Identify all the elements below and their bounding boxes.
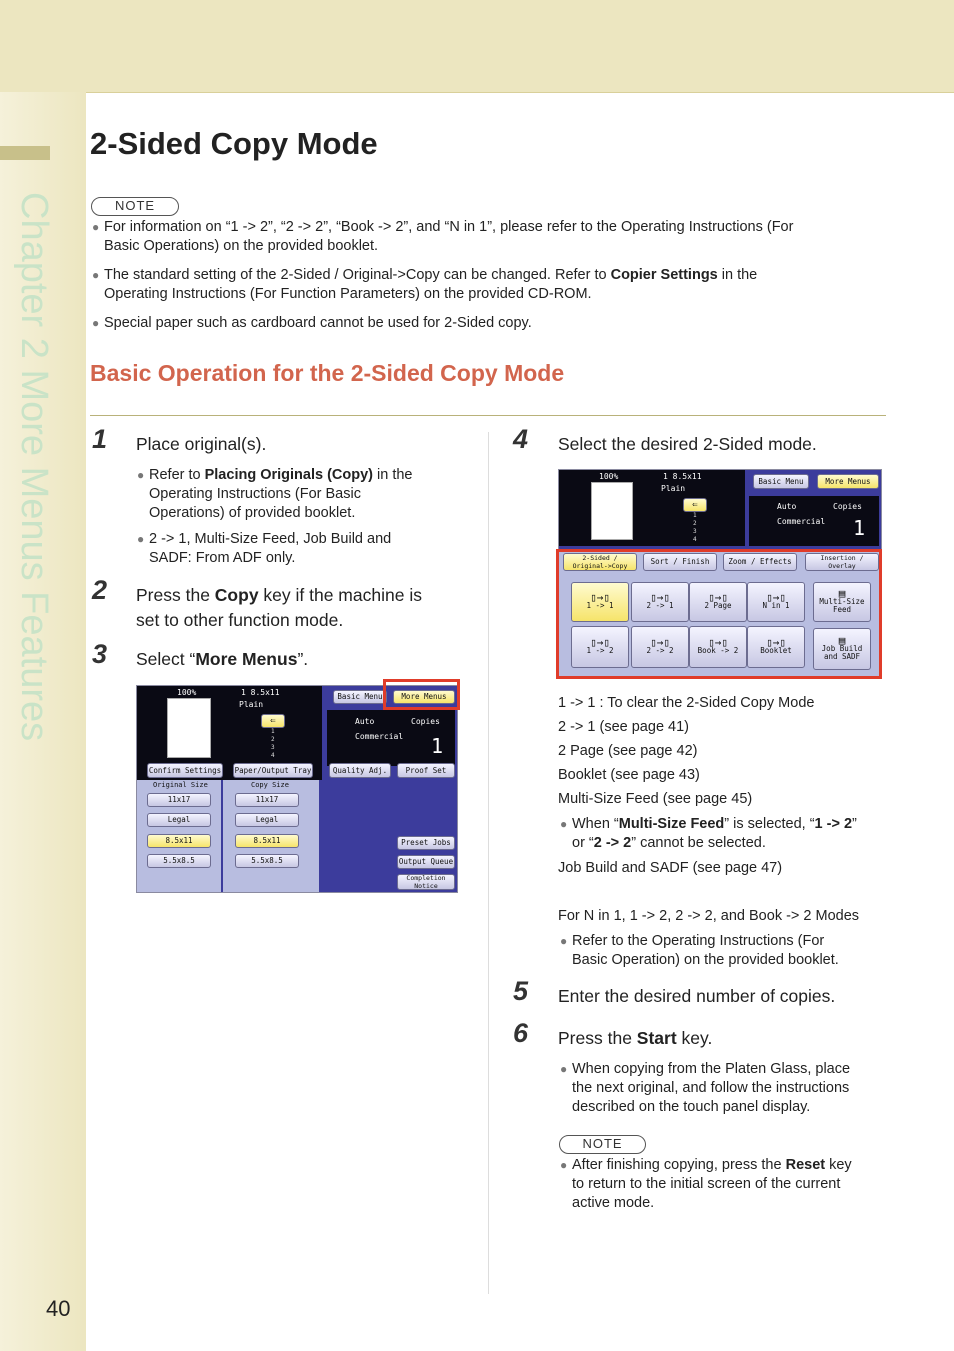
mode-book-2-button[interactable]: ▯→▯ Book -> 2 [689, 626, 747, 668]
bullet-icon: ● [560, 1158, 568, 1172]
confirm-settings-button[interactable]: Confirm Settings [147, 763, 223, 778]
mode-1-1-button[interactable]: ▯→▯ 1 -> 1 [571, 582, 629, 622]
step-bullet: ● 2 -> 1, Multi-Size Feed, Job Build and SADF: From ADF only. [137, 531, 392, 566]
copy-size-option[interactable]: 11x17 [235, 793, 299, 807]
stack-3: 3 [693, 528, 697, 535]
mode-icon: ▯→▯ [590, 636, 610, 649]
mode-booklet-button[interactable]: ▯→▯ Booklet [747, 626, 805, 668]
step-number: 5 [513, 976, 529, 1006]
tab-2-sided[interactable]: 2-Sided / Original->Copy [563, 553, 637, 571]
step-text: Select “More Menus”. [136, 649, 309, 669]
zoom-label: 100% [599, 472, 619, 481]
original-preview [167, 698, 211, 758]
multi-size-feed-button[interactable]: ▤ Multi-Size Feed [813, 582, 871, 622]
bullet-icon: ● [560, 817, 568, 831]
bullet-icon: ● [137, 468, 145, 482]
mode-2-page-button[interactable]: ▯→▯ 2 Page [689, 582, 747, 622]
column-divider [488, 432, 489, 1294]
mode-icon: ▯→▯ [650, 636, 670, 649]
paper-type-label: Plain [239, 700, 264, 709]
tab-sort-finish[interactable]: Sort / Finish [643, 553, 717, 571]
stack-2: 2 [271, 736, 275, 743]
quality-adj-button[interactable]: Quality Adj. [329, 763, 391, 778]
note-item: ● The standard setting of the 2-Sided / Original->Copy can be changed. Refer to Copier Settings in the Operating Instructions (For Function Parameters) on the provided CD-ROM. [92, 267, 758, 302]
section-title: Basic Operation for the 2-Sided Copy Mode [90, 360, 565, 386]
note-badge: NOTE [559, 1135, 646, 1154]
mode-icon: ▯→▯ [590, 591, 610, 604]
mode-1-2-button[interactable]: ▯→▯ 1 -> 2 [571, 626, 629, 668]
chapter-label: Chapter 2 More Menus Features [13, 192, 55, 742]
copy-size-option[interactable]: 5.5x8.5 [235, 854, 299, 868]
paper-size-label: 1 8.5x11 [241, 688, 280, 697]
header-band [0, 0, 954, 93]
more-menus-button[interactable]: More Menus [817, 474, 879, 489]
mode-icon: ▯→▯ [708, 636, 728, 649]
bullet-icon: ● [560, 934, 568, 948]
note-item: ● After finishing copying, press the Reset key to return to the initial screen of the current active mode. [560, 1157, 852, 1211]
highlight-box [556, 549, 882, 679]
job-build-sadf-button[interactable]: ▤ Job Build and SADF [813, 628, 871, 670]
original-size-option[interactable]: 11x17 [147, 793, 211, 807]
original-preview [591, 482, 633, 540]
mode-desc: Job Build and SADF (see page 47) [558, 860, 783, 876]
paper-type-label: Plain [661, 484, 686, 493]
bullet-icon: ● [92, 268, 100, 282]
note-item: ● Special paper such as cardboard cannot be used for 2-Sided copy. [92, 315, 532, 331]
page-number: 40 [46, 1296, 71, 1321]
paper-size-label: 1 8.5x11 [663, 472, 702, 481]
step-text: Press the Start key. [558, 1028, 713, 1048]
step-number: 4 [513, 424, 529, 454]
copies-count: 1 [853, 516, 866, 540]
mode-2-1-button[interactable]: ▯→▯ 2 -> 1 [631, 582, 689, 622]
chapter-marker [0, 146, 50, 160]
bullet-icon: ● [92, 220, 100, 234]
original-size-option[interactable]: 8.5x11 [147, 834, 211, 848]
tray-stack: ⇐ [683, 498, 707, 512]
mode-desc: 2 -> 1 (see page 41) [558, 719, 689, 735]
original-size-option[interactable]: 5.5x8.5 [147, 854, 211, 868]
step-text: Press the Copy key if the machine is set to other function mode. [136, 585, 422, 630]
step-bullet: ● When copying from the Platen Glass, place the next original, and follow the instructions described on the touch panel display. [560, 1061, 851, 1115]
commercial-label: Commercial [355, 732, 404, 741]
copy-size-label: Copy Size [251, 781, 289, 789]
stack-4: 4 [271, 752, 275, 759]
zoom-label: 100% [177, 688, 197, 697]
output-queue-button[interactable]: Output Queue [397, 855, 455, 869]
copies-count: 1 [431, 734, 444, 758]
mode-icon: ▤ [838, 634, 846, 647]
stack-3: 3 [271, 744, 275, 751]
preset-jobs-button[interactable]: Preset Jobs [397, 836, 455, 850]
step-bullet: ● When “Multi-Size Feed” is selected, “1 -> 2” or “2 -> 2” cannot be selected. [560, 816, 857, 851]
step-bullet: ● Refer to the Operating Instructions (For Basic Operation) on the provided booklet. [560, 933, 839, 968]
mode-desc: 2 Page (see page 42) [558, 743, 698, 759]
completion-notice-button[interactable]: Completion Notice [397, 874, 455, 890]
step-number: 3 [92, 639, 108, 669]
bullet-icon: ● [560, 1062, 568, 1076]
page-title: 2-Sided Copy Mode [90, 126, 378, 161]
mode-desc: Booklet (see page 43) [558, 767, 700, 783]
step-text: Place original(s). [136, 434, 267, 454]
step-bullet: ● Refer to Placing Originals (Copy) in the Operating Instructions (For Basic Operations) of provided booklet. [137, 467, 413, 521]
tab-insertion-overlay[interactable]: Insertion / Overlay [805, 553, 879, 571]
step-text: Enter the desired number of copies. [558, 986, 836, 1006]
basic-menu-button[interactable]: Basic Menu [333, 690, 387, 704]
step-number: 6 [513, 1018, 529, 1048]
auto-label: Auto [777, 502, 797, 511]
copier-screen-more-menus [136, 685, 458, 893]
stack-1: 1 [271, 728, 275, 735]
basic-menu-button[interactable]: Basic Menu [753, 474, 809, 489]
step-text: Select the desired 2-Sided mode. [558, 434, 817, 454]
highlight-box [383, 679, 460, 710]
note-item: ● For information on “1 -> 2”, “2 -> 2”, “Book -> 2”, and “N in 1”, please refer to the Operating Instructions (For Basic Operations) on the provided booklet. [92, 219, 794, 254]
stack-1: 1 [693, 512, 697, 519]
more-menus-button[interactable]: More Menus [393, 690, 455, 704]
mode-n-in-1-button[interactable]: ▯→▯ N in 1 [747, 582, 805, 622]
mode-desc: 1 -> 1 : To clear the 2-Sided Copy Mode [558, 695, 815, 711]
copies-label: Copies [833, 502, 862, 511]
mode-icon: ▯→▯ [766, 636, 786, 649]
bullet-icon: ● [137, 532, 145, 546]
mode-2-2-button[interactable]: ▯→▯ 2 -> 2 [631, 626, 689, 668]
copy-size-option[interactable]: Legal [235, 813, 299, 827]
tray-stack: ⇐ [261, 714, 285, 728]
copy-size-option[interactable]: 8.5x11 [235, 834, 299, 848]
auto-label: Auto [355, 717, 375, 726]
stack-4: 4 [693, 536, 697, 543]
step-number: 2 [92, 575, 108, 605]
tab-zoom-effects[interactable]: Zoom / Effects [723, 553, 797, 571]
note-badge: NOTE [91, 197, 179, 216]
copies-label: Copies [411, 717, 440, 726]
paper-output-tray-button[interactable]: Paper/Output Tray [233, 763, 313, 778]
proof-set-button[interactable]: Proof Set [397, 763, 455, 778]
bullet-icon: ● [92, 316, 100, 330]
mode-icon: ▤ [838, 587, 846, 600]
preview-panel [559, 470, 745, 546]
mode-icon: ▯→▯ [766, 591, 786, 604]
original-size-label: Original Size [153, 781, 208, 789]
mode-desc: For N in 1, 1 -> 2, 2 -> 2, and Book -> 2 Modes [558, 908, 860, 924]
mode-icon: ▯→▯ [708, 591, 728, 604]
stack-2: 2 [693, 520, 697, 527]
divider [90, 415, 886, 416]
mode-desc: Multi-Size Feed (see page 45) [558, 791, 753, 807]
original-size-option[interactable]: Legal [147, 813, 211, 827]
step-number: 1 [92, 424, 108, 454]
commercial-label: Commercial [777, 517, 826, 526]
mode-icon: ▯→▯ [650, 591, 670, 604]
